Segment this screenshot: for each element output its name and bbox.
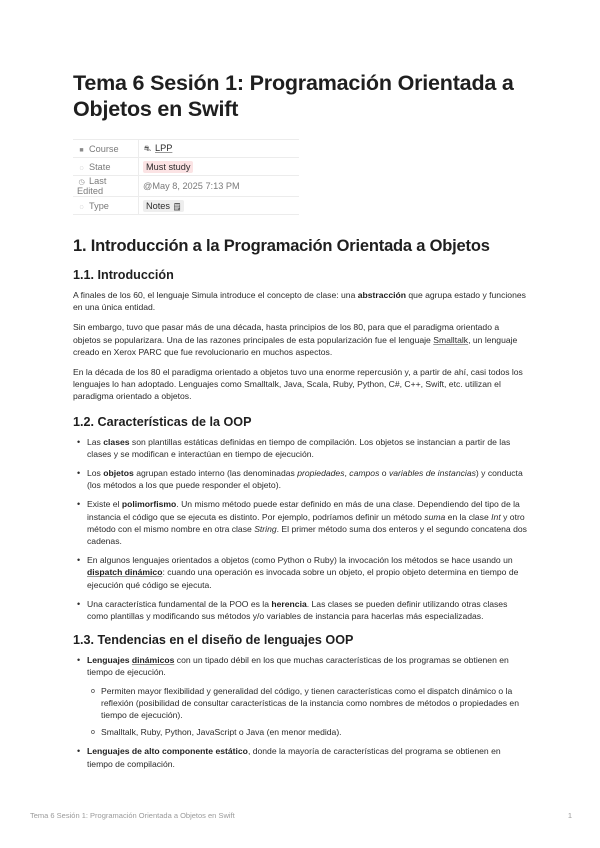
list-item: • Los objetos agrupan estado interno (las denominadas propiedades, campos o variables de instancias) y conducta (los métodos a los que puede responder el objeto). [87,467,528,491]
subsection-heading-introduccion: 1.1. Introducción [73,268,174,282]
section-heading-introduccion-poo: 1. Introducción a la Programación Orientada a Objetos [73,237,490,255]
page-title: Tema 6 Sesión 1: Programación Orientada a Objetos en Swift [73,71,514,121]
paragraph: Sin embargo, tuvo que pasar más de una década, hasta principios de los 80, para que el paradigma orientado a objetos se popularizara. Una de las razones principales de esta popularización fue el lenguaje Smalltalk, un lenguaje creado en Xerox PARC que fue revolucionario en muchos aspectos. [73,322,518,357]
characteristics-list [73,436,528,623]
state-tag: Must study [143,161,193,173]
document-page [73,70,528,780]
trends-list [73,654,528,770]
list-item: • Una característica fundamental de la POO es la herencia. Las clases se pueden definir utilizando otras clases como plantillas y modificando sus métodos y/o variables de instancia para hacerlas más especializadas. [87,598,528,622]
sub-list-item: o Smalltalk, Ruby, Python, JavaScript o Java (en menor medida). [101,726,528,738]
page-number: 1 [567,811,572,820]
course-property-icon: ■ [79,146,84,154]
type-property-icon: ◌ [79,203,84,211]
list-item: • Lenguajes dinámicos con un tipado débil en los que muchas características de los programas se obtienen en tiempo de ejecución. o Permiten mayor flexibilidad y generalidad del código, y tienen características como el dispatch dinámico o la reflexión (posibilidad de consultar características de la instancia como nombres de métodos o propiedades en tiempo de ejecución). o Smalltalk, Ruby, Python, JavaScript o Java (en menor medida). [87,654,528,738]
property-key: Course [89,143,119,154]
property-row-course [73,140,299,158]
sub-list [87,685,528,739]
property-key: State [89,161,111,172]
property-row-type [73,197,299,215]
state-property-icon: ◌ [79,164,84,172]
sub-list-item: o Permiten mayor flexibilidad y generalidad del código, y tienen características como el dispatch dinámico o la reflexión (posibilidad de consultar características de la instancia como nombres de métodos o propiedades en tiempo de ejecución). [101,685,528,722]
dinamicos-link[interactable]: dinámicos [131,655,175,666]
last-edited-value: @May 8, 2025 7:13 PM [143,181,240,191]
notes-icon: 🗒 [172,203,182,211]
property-row-last-edited [73,176,299,197]
dispatch-dinamico-link[interactable]: dispatch dinámico [87,567,163,578]
property-key: Type [89,200,109,211]
subsection-heading-caracteristicas: 1.2. Características de la OOP [73,414,252,429]
property-key: Last Edited [77,176,107,196]
properties-table [73,139,299,215]
footer-title: Tema 6 Sesión 1: Programación Orientada a Objetos en Swift [30,811,235,820]
list-item: • Lenguajes de alto componente estático, donde la mayoría de características del programa se obtienen en tiempo de compilación. [87,745,528,769]
course-link-icon: ⛐ [144,144,151,153]
list-item: • En algunos lenguajes orientados a objetos (como Python o Ruby) la invocación los métodos se hace usando un dispatch dinámico: cuando una operación es invocada sobre un objeto, el propio objeto determina en tiempo de ejecución qué código se ejecuta. [87,554,528,591]
property-row-state [73,158,299,176]
page-footer [30,811,572,820]
paragraph: En la década de los 80 el paradigma orientado a objetos tuvo una enorme repercusión y, a partir de ahí, casi todos los lenguajes lo han adoptado. Lenguajes como Smalltalk, Java, Scala, Ruby, Python, C#, C++, Swift, etc. utilizan el paradigma orientado a objetos. [73,367,523,402]
subsection-heading-tendencias: 1.3. Tendencias en el diseño de lenguajes OOP [73,633,354,648]
list-item: • Existe el polimorfismo. Un mismo método puede estar definido en más de una clase. Dependiendo del tipo de la instancia el código que se ejecuta es distinto. Por ejemplo, podríamos definir un método suma en la clase Int y otro método con el mismo nombre en otra clase String. El primer método suma dos enteros y el segundo concatena dos cadenas. [87,498,528,547]
list-item: • Las clases son plantillas estáticas definidas en tiempo de compilación. Los objetos se instancian a partir de las clases y se modifican e interactúan en tiempo de ejecución. [87,436,528,460]
clock-icon: ◷ [78,179,85,186]
course-link[interactable]: LPP [155,143,173,153]
paragraph: A finales de los 60, el lenguaje Simula introduce el concepto de clase: una abstracción que agrupa estado y funciones en una única entidad. [73,290,526,313]
smalltalk-link[interactable]: Smalltalk [433,334,469,345]
type-tag: Notes 🗒 [143,200,184,212]
